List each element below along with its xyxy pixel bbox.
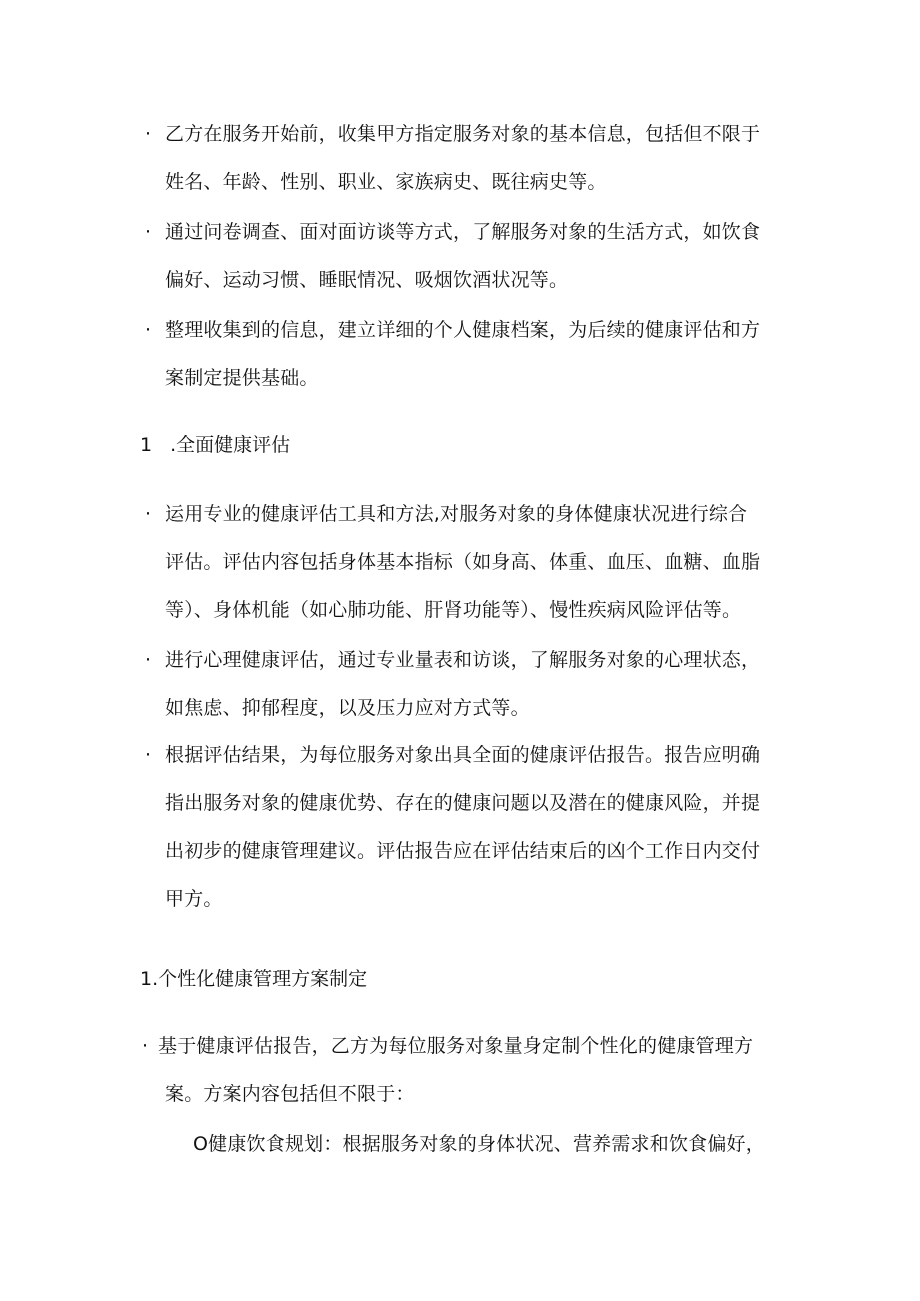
paragraph-line: 出初步的健康管理建议。评估报告应在评估结束后的凶个工作日内交付: [165, 840, 761, 862]
bullet-marker: ·: [145, 649, 152, 671]
bullet-marker: ·: [145, 123, 152, 145]
paragraph-line: 运用专业的健康评估工具和方法,对服务对象的身体健康状况进行综合: [165, 503, 748, 525]
paragraph-line: 通过问卷调查、面对面访谈等方式，了解服务对象的生活方式，如饮食: [165, 221, 761, 243]
bullet-marker: ·: [142, 1035, 149, 1057]
bullet-marker: ·: [145, 744, 152, 766]
bullet-marker: ·: [145, 319, 152, 341]
paragraph-line: 等）、身体机能（如心肺功能、肝肾功能等）、慢性疾病风险评估等。: [165, 599, 742, 621]
paragraph-line: 整理收集到的信息，建立详细的个人健康档案，为后续的健康评估和方: [165, 319, 761, 341]
paragraph-line: 根据评估结果，为每位服务对象出具全面的健康评估报告。报告应明确: [165, 744, 761, 766]
paragraph-line: 指出服务对象的健康优势、存在的健康问题以及潜在的健康风险，并提: [165, 792, 761, 814]
paragraph-line: 偏好、运动习惯、睡眠情况、吸烟饮酒状况等。: [165, 269, 569, 291]
section-heading-assessment: [140, 433, 290, 457]
paragraph-line: 基于健康评估报告，乙方为每位服务对象量身定制个性化的健康管理方: [158, 1035, 754, 1057]
paragraph-line: 乙方在服务开始前，收集甲方指定服务对象的基本信息，包括但不限于: [165, 123, 761, 145]
paragraph-line: 评估。评估内容包括身体基本指标（如身高、体重、血压、血糖、血脂: [165, 551, 761, 573]
bullet-marker: ·: [145, 503, 152, 525]
section-number: 1: [140, 434, 153, 456]
sub-item-text: 健康饮食规划：根据服务对象的身体状况、营养需求和饮食偏好，: [208, 1133, 765, 1155]
paragraph-line: 姓名、年龄、性别、职业、家族病史、既往病史等。: [165, 171, 607, 193]
sub-item-marker: O: [193, 1133, 209, 1155]
paragraph-line: 案。方案内容包括但不限于：: [165, 1083, 415, 1105]
sub-item: [193, 1132, 765, 1156]
paragraph-line: 甲方。: [165, 888, 223, 910]
paragraph-line: 进行心理健康评估，通过专业量表和访谈，了解服务对象的心理状态，: [165, 649, 761, 671]
paragraph-line: 如焦虑、抑郁程度，以及压力应对方式等。: [165, 697, 530, 719]
bullet-marker: ·: [145, 221, 152, 243]
paragraph-line: 案制定提供基础。: [165, 367, 319, 389]
section-title: .全面健康评估: [170, 434, 291, 456]
section-heading-plan: 1.个性化健康管理方案制定: [140, 968, 368, 990]
